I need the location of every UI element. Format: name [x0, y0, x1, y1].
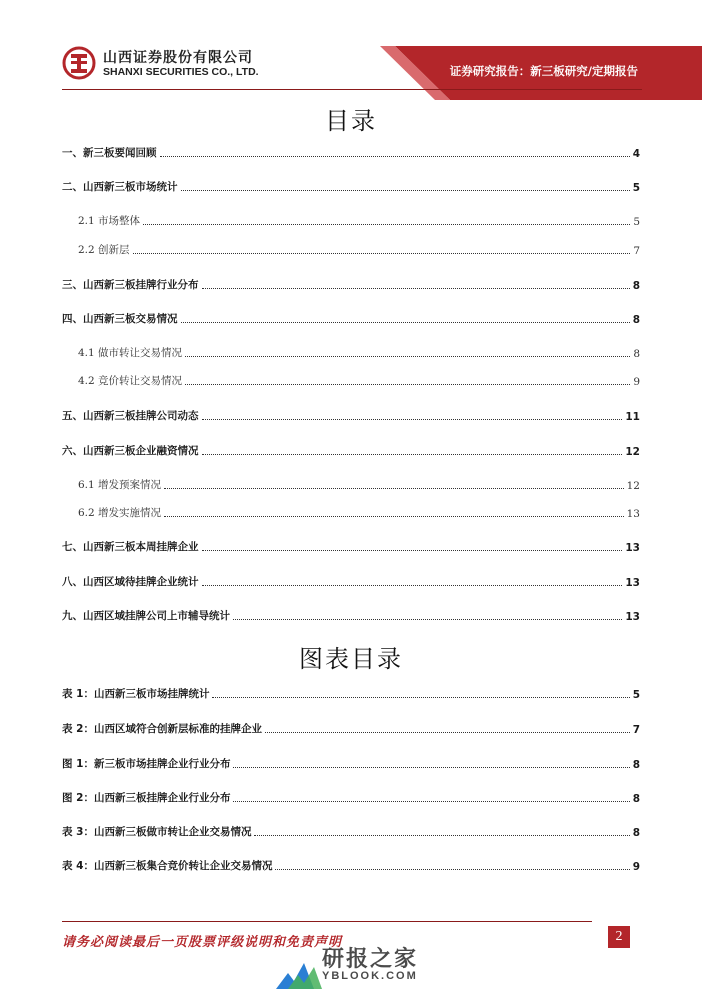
figure-entry[interactable]: 图 2：山西新三板挂牌企业行业分布 8	[62, 792, 640, 805]
toc-entry[interactable]: 三、山西新三板挂牌行业分布 8	[62, 279, 640, 292]
toc-entry[interactable]: 九、山西区域挂牌公司上市辅导统计 13	[62, 610, 640, 623]
toc-subentry[interactable]: 4.1 做市转让交易情况 8	[78, 347, 640, 360]
company-logo-icon	[62, 46, 96, 80]
figure-entry[interactable]: 表 3：山西新三板做市转让企业交易情况 8	[62, 826, 640, 839]
toc-subentry[interactable]: 4.2 竞价转让交易情况 9	[78, 375, 640, 388]
footer-disclaimer: 请务必阅读最后一页股票评级说明和免责声明	[62, 935, 343, 950]
figures-title: 图表目录	[299, 645, 403, 673]
figure-entry[interactable]: 图 1：新三板市场挂牌企业行业分布 8	[62, 758, 640, 771]
toc-entry[interactable]: 六、山西新三板企业融资情况 12	[62, 445, 640, 458]
company-name-cn: 山西证券股份有限公司	[103, 50, 253, 66]
report-type: 证券研究报告：新三板研究/定期报告	[449, 64, 638, 78]
watermark-text-en: YBLOOK.COM	[322, 970, 418, 982]
figure-entry[interactable]: 表 2：山西区域符合创新层标准的挂牌企业 7	[62, 723, 640, 736]
watermark-text-cn: 研报之家	[322, 947, 419, 972]
footer-divider	[62, 921, 592, 922]
toc-entry[interactable]: 二、山西新三板市场统计 5	[62, 181, 640, 194]
toc-subentry[interactable]: 6.2 增发实施情况 13	[78, 507, 640, 520]
page-number: 2	[608, 926, 630, 948]
toc-entry[interactable]: 七、山西新三板本周挂牌企业 13	[62, 541, 640, 554]
toc-subentry[interactable]: 2.1 市场整体 5	[78, 215, 640, 228]
toc-entry[interactable]: 四、山西新三板交易情况 8	[62, 313, 640, 326]
page-header	[0, 0, 702, 100]
figure-entry[interactable]: 表 1：山西新三板市场挂牌统计 5	[62, 688, 640, 701]
toc-entry[interactable]: 一、新三板要闻回顾 4	[62, 147, 640, 160]
toc-subentry[interactable]: 6.1 增发预案情况 12	[78, 479, 640, 492]
toc-entry[interactable]: 五、山西新三板挂牌公司动态 11	[62, 410, 640, 423]
toc-subentry[interactable]: 2.2 创新层 7	[78, 244, 640, 257]
company-name-en: SHANXI SECURITIES CO., LTD.	[103, 66, 259, 78]
toc-title: 目录	[325, 107, 377, 135]
header-divider	[62, 89, 642, 90]
toc-entry[interactable]: 八、山西区域待挂牌企业统计 13	[62, 576, 640, 589]
figure-entry[interactable]: 表 4：山西新三板集合竞价转让企业交易情况 9	[62, 860, 640, 873]
